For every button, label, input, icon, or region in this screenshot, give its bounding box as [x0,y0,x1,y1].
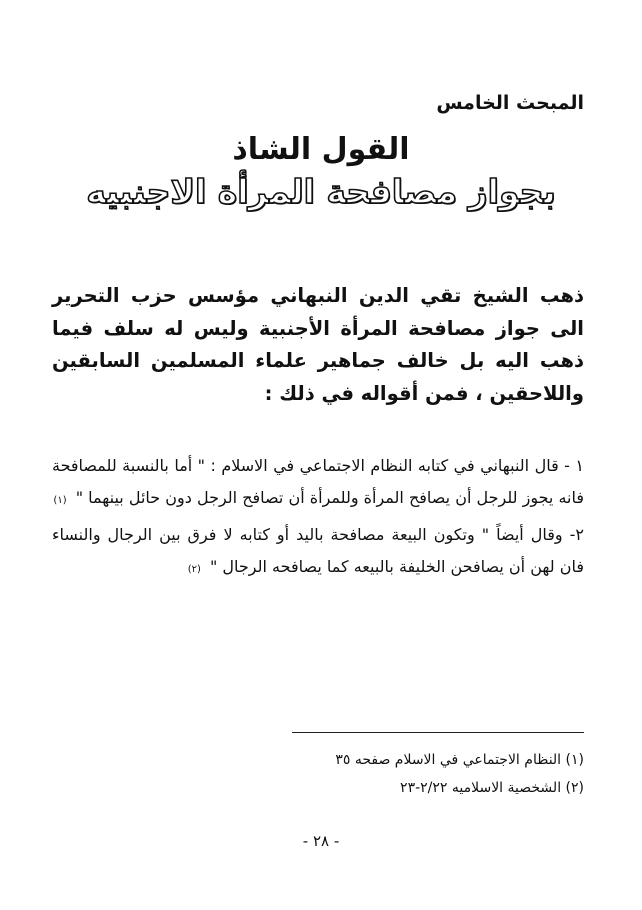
section-label: المبحث الخامس [436,92,584,114]
intro-paragraph: ذهب الشيخ تقي الدين النبهاني مؤسس حزب التحرير الى جواز مصافحة المرأة الأجنبية وليس له سلف فيما ذهب اليه بل خالف جماهير علماء المسلمين السابقين واللاحقين ، فمن أقواله في ذلك : [52,284,584,405]
footnote: (١) النظام الاجتماعي في الاسلام صفحه ٣٥ [335,752,584,768]
quote-text: ١ - قال النبهاني في كتابه النظام الاجتماعي في الاسلام : " أما بالنسبة للمصافحة فانه يجوز للرجل أن يصافح المرأة وللمرأة أن تصافح الرجل دون حائل بينهما " [52,456,584,507]
quote-list [52,450,584,588]
footnote-reference: (١) [53,495,67,506]
footnote-list [184,746,584,802]
footnote-divider [292,732,584,733]
footnote: (٢) الشخصية الاسلاميه ٢/٢٢-٢٣ [400,780,584,796]
quote-text: ٢- وقال أيضاً " وتكون البيعة مصافحة باليد أو كتابه لا فرق بين الرجال والنساء فان لهن أن يصافحن الخليفة بالبيعه كما يصافحه الرجال " [52,525,584,576]
page-number: - ٢٨ - [302,832,340,850]
footnote-reference: (٢) [187,564,201,575]
chapter-title: القول الشاذ [232,132,410,167]
quote-item [52,519,584,586]
quote-item [52,450,584,517]
chapter-subtitle: بجواز مصافحة المرأة الاجنبيه [86,172,556,211]
